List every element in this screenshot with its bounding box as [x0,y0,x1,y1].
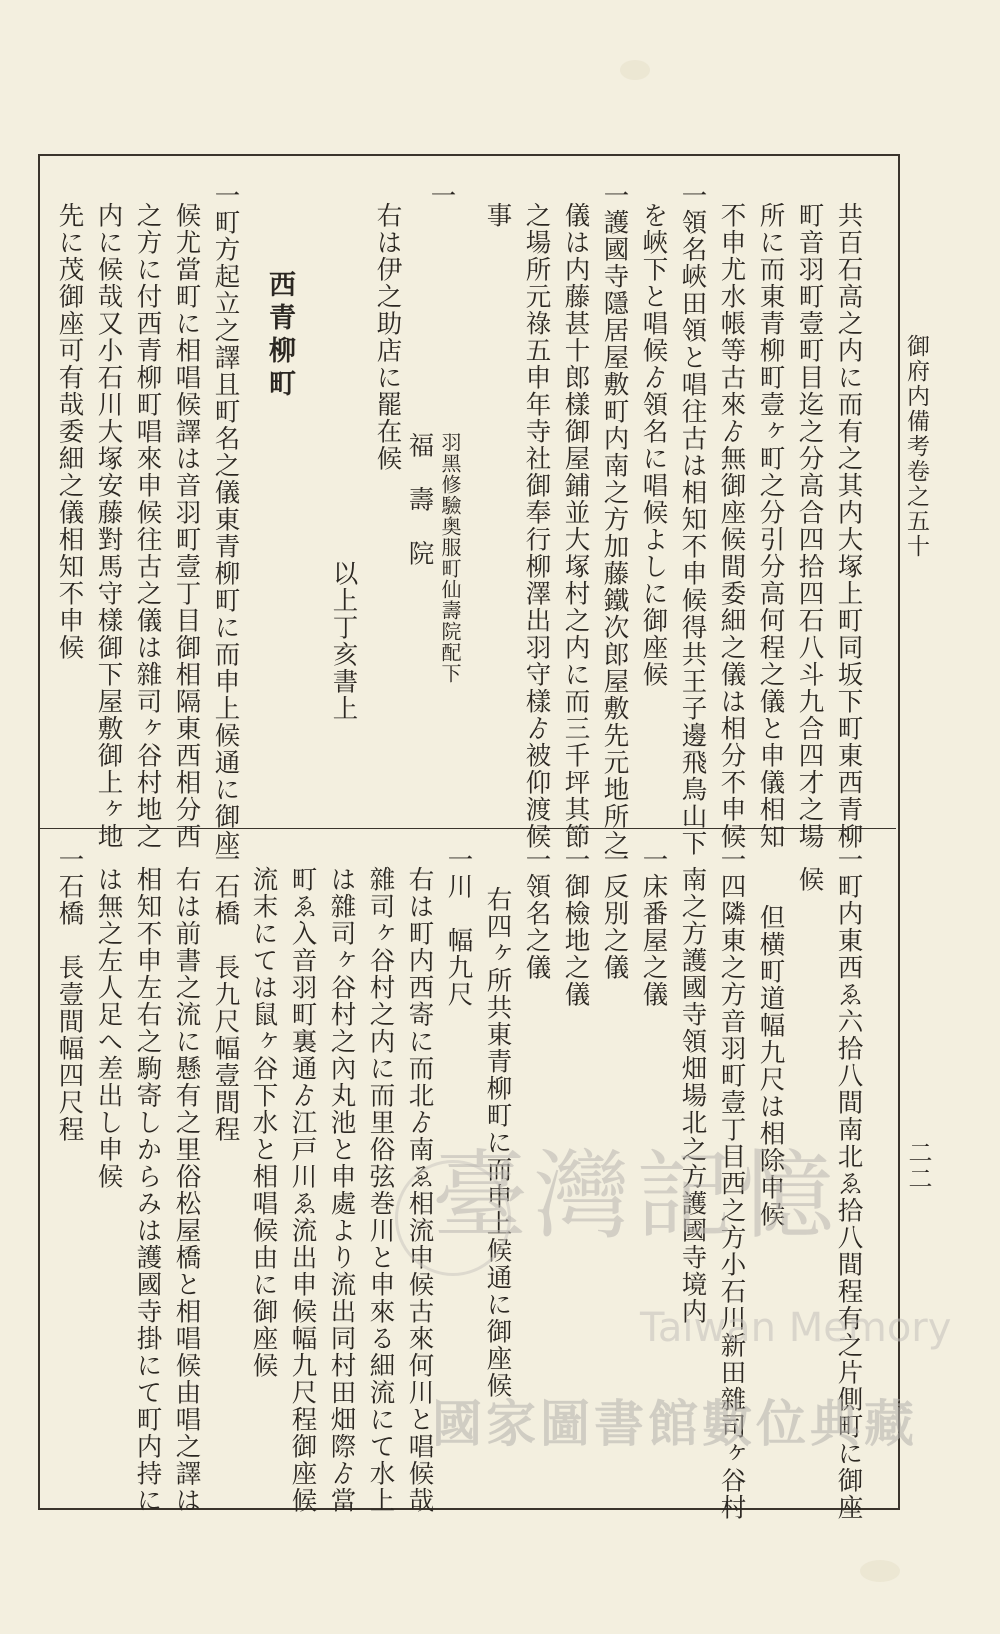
watermark-english: Taiwan Memory [640,1305,952,1351]
text-column: 右は伊之助店に罷在候 [372,202,403,472]
text-column: 一護國寺隱居屋敷町内南之方加藤鐵次郎屋敷先元地所之 [599,182,630,857]
text-column: 雜司ヶ谷村之内に而里俗弦巻川と申來る細流にて水上 [365,866,396,1514]
watermark-title: 臺灣記憶 [432,1140,840,1252]
text-column: 之方に付西青柳町唱來申候往古之儀は雜司ヶ谷村地之 [132,202,163,850]
text-column: 一町内東西ゑ六拾八間南北ゑ拾八間程有之片側町に御座 [833,846,864,1521]
text-column: 右は前書之流に懸有之里俗松屋橋と相唱候由唱之譯は [171,866,202,1514]
text-column: 儀は内藤甚十郎樣御屋鋪並大塚村之内に而三千坪其節 [560,202,591,850]
text-column: 一川 幅九尺 [443,846,474,1008]
text-column: 之場所元祿五申年寺社御奉行柳澤出羽守樣ゟ被仰渡候 [521,202,552,850]
text-column: は無之左人足へ差出し申候 [93,866,124,1190]
text-column: 但横町道幅九尺は相除申候 [755,904,786,1228]
text-column: 右は町内西寄に而北ゟ南ゑ相流申候古來何川と唱候哉 [404,866,435,1514]
text-column: を峽下と唱候ゟ領名に唱候よしに御座候 [638,202,669,688]
text-column: 一四隣東之方音羽町壹丁目西之方小石川新田雜司ヶ谷村 [716,846,747,1521]
text-column-note: 羽黑修驗奥服町仙壽院配下 [438,432,462,684]
text-column: は雜司ヶ谷村之內丸池と申處より流出同村田畑際ゟ當 [326,866,357,1514]
text-column: 一石橋 長九尺幅壹間程 [210,846,241,1143]
text-column: 一石橋 長壹間幅四尺程 [54,846,85,1143]
section-heading: 西青柳町 [264,270,295,402]
text-column: 右四ヶ所共東青柳町に而申上候通に御座候 [482,886,513,1399]
text-column: 共百石高之内に而有之其内大塚上町同坂下町東西青柳 [833,202,864,850]
text-column: 先に茂御座可有哉委細之儀相知不申候 [54,202,85,661]
text-column: 一町方起立之譯且町名之儀東青柳町に而申上候通に御座 [210,182,241,857]
text-column: 不申尤水帳等古來ゟ無御座候間委細之儀は相分不申候 [716,202,747,850]
watermark-library: 國家圖書館數位典藏 [432,1395,918,1453]
page-number: 二二 [904,1140,932,1192]
text-column: 一床番屋之儀 [638,846,669,1008]
text-column: 町ゑ入音羽町裏通ゟ江戸川ゑ流出申候幅九尺程御座候 [287,866,318,1514]
text-column: 一領名峽田領と唱往古は相知不申候得共王子邊飛鳥山下 [677,182,708,857]
text-column: 福 壽 院 [404,432,435,567]
text-column: 南之方護國寺領畑場北之方護國寺境内 [677,866,708,1325]
text-column: 候尤當町に相唱候譯は音羽町壹丁目御相隔東西相分西 [171,202,202,850]
text-column: 所に而東青柳町壹ヶ町之分引分高何程之儀と申儀相知 [755,202,786,850]
text-column: 町音羽町壹町目迄之分高合四拾四石八斗九合四才之場 [794,202,825,850]
text-column: 流末にては鼠ヶ谷下水と相唱候由に御座候 [248,866,279,1379]
book-title: 御府内備考卷之五十 [903,334,929,559]
text-column: 一御檢地之儀 [560,846,591,1008]
text-column: 内に候哉又小石川大塚安藤對馬守樣御下屋敷御上ヶ地 [93,202,124,850]
text-column: 一領名之儀 [521,846,552,981]
text-column: 以上丁亥書上 [328,560,359,722]
text-column: 一反別之儀 [599,846,630,981]
paper-stain [620,60,650,80]
text-column: 候 [794,866,825,893]
paper-stain [860,1560,900,1582]
text-column: 一 [426,182,457,209]
text-column: 事 [482,202,513,229]
text-column: 相知不申左右之駒寄しからみは護國寺掛にて町内持に [132,866,163,1514]
